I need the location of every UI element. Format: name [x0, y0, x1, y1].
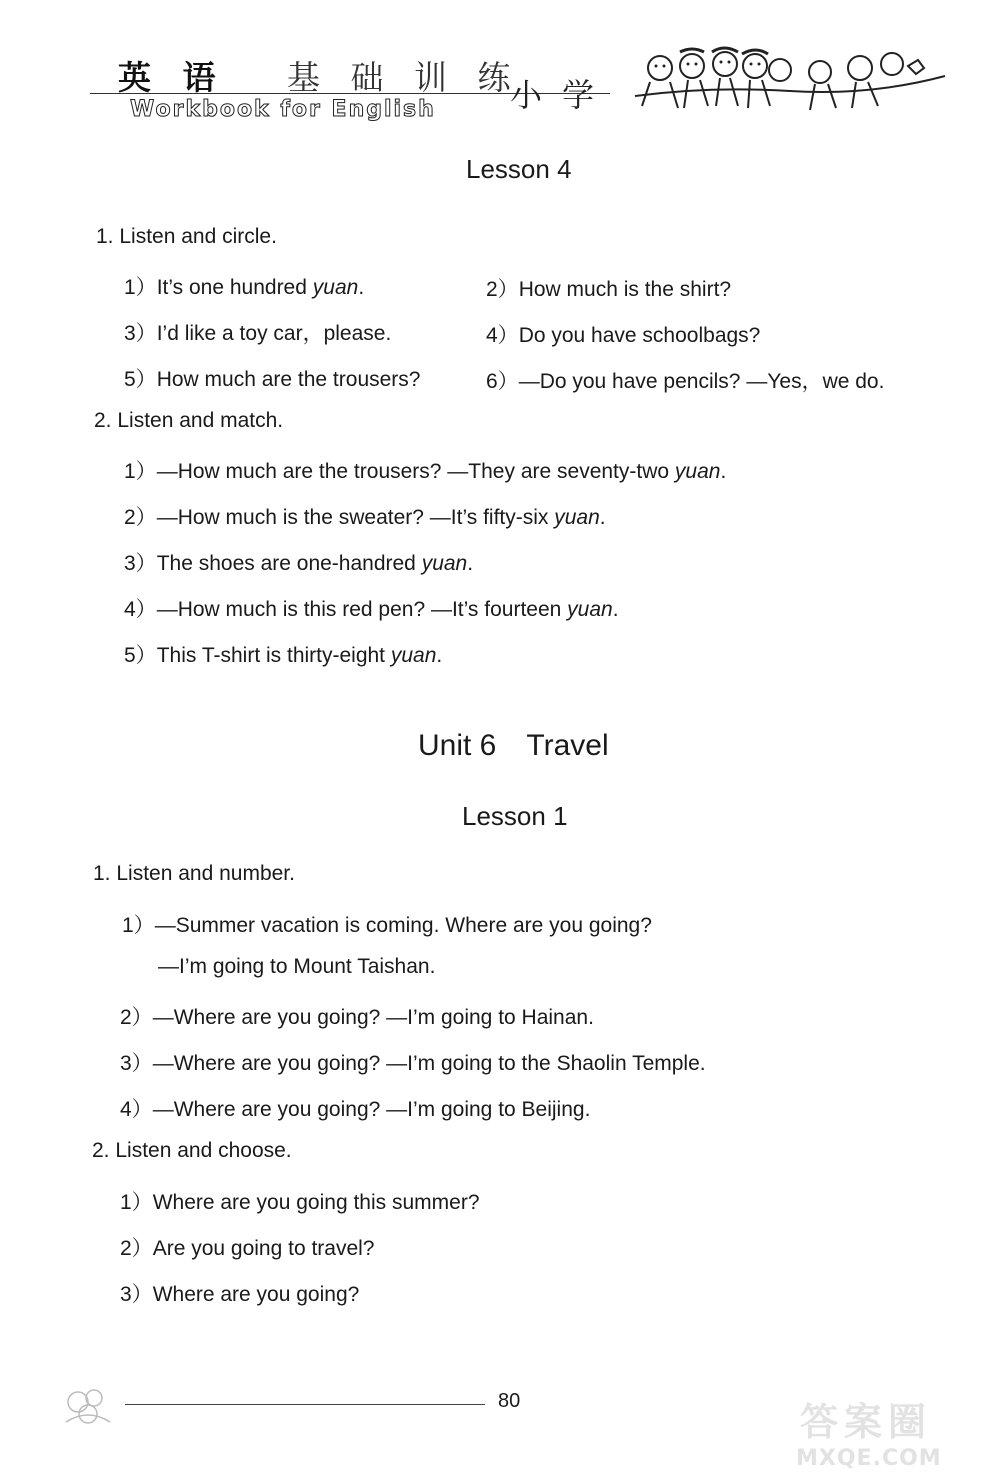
list-item: 3）—Where are you going? —I’m going to the Shaolin Temple. [120, 1052, 706, 1075]
list-item: 1）Where are you going this summer? [120, 1191, 480, 1214]
list-item: 4）—How much is this red pen? —It’s fourteen yuan. [124, 598, 619, 621]
kids-tug-of-war-illustration [630, 46, 950, 116]
list-item: 1）It’s one hundred yuan. [124, 276, 365, 299]
list-item: 3）I’d like a toy car，please. [124, 322, 392, 345]
lesson-4-title: Lesson 4 [466, 154, 572, 184]
page-number: 80 [498, 1390, 521, 1412]
list-item: 3）Where are you going? [120, 1283, 360, 1306]
svg-text:MXQE.COM: MXQE.COM [796, 1446, 942, 1470]
header-cn-basic-training: 基 础 训 练 [286, 58, 521, 97]
footer-rule [125, 1404, 485, 1405]
unit-6-title: Unit 6 Travel [418, 729, 609, 762]
header-cn-english: 英 语 [118, 58, 226, 97]
list-item: 2）—Where are you going? —I’m going to Hainan. [120, 1006, 594, 1029]
list-item: 1）—Summer vacation is coming. Where are you going? [122, 914, 652, 937]
watermark-logo [790, 1395, 990, 1470]
exercise-heading: 1. Listen and number. [93, 862, 295, 885]
flower-decoration-icon [58, 1378, 118, 1428]
exercise-heading: 2. Listen and choose. [92, 1139, 292, 1162]
svg-text:答案圈: 答案圈 [800, 1400, 933, 1444]
list-item: —I’m going to Mount Taishan. [158, 955, 436, 978]
lesson-1-title: Lesson 1 [462, 801, 568, 831]
header-cn-title [118, 52, 520, 99]
list-item: 1）—How much are the trousers? —They are seventy-two yuan. [124, 460, 727, 483]
list-item: 3）The shoes are one-handred yuan. [124, 552, 474, 575]
list-item: 6）—Do you have pencils? —Yes，we do. [486, 370, 885, 393]
exercise-heading: 2. Listen and match. [94, 409, 284, 432]
list-item: 5）How much are the trousers? [124, 368, 421, 391]
header-level: 小学 [510, 76, 615, 114]
list-item: 5）This T-shirt is thirty-eight yuan. [124, 644, 443, 667]
list-item: 4）Do you have schoolbags? [486, 324, 761, 347]
list-item: 2）How much is the shirt? [486, 278, 732, 301]
exercise-heading: 1. Listen and circle. [96, 225, 277, 248]
list-item: 4）—Where are you going? —I’m going to Beijing. [120, 1098, 591, 1121]
list-item: 2）Are you going to travel? [120, 1237, 375, 1260]
list-item: 2）—How much is the sweater? —It’s fifty-six yuan. [124, 506, 606, 529]
header-en-title: Workbook for English [130, 97, 436, 122]
